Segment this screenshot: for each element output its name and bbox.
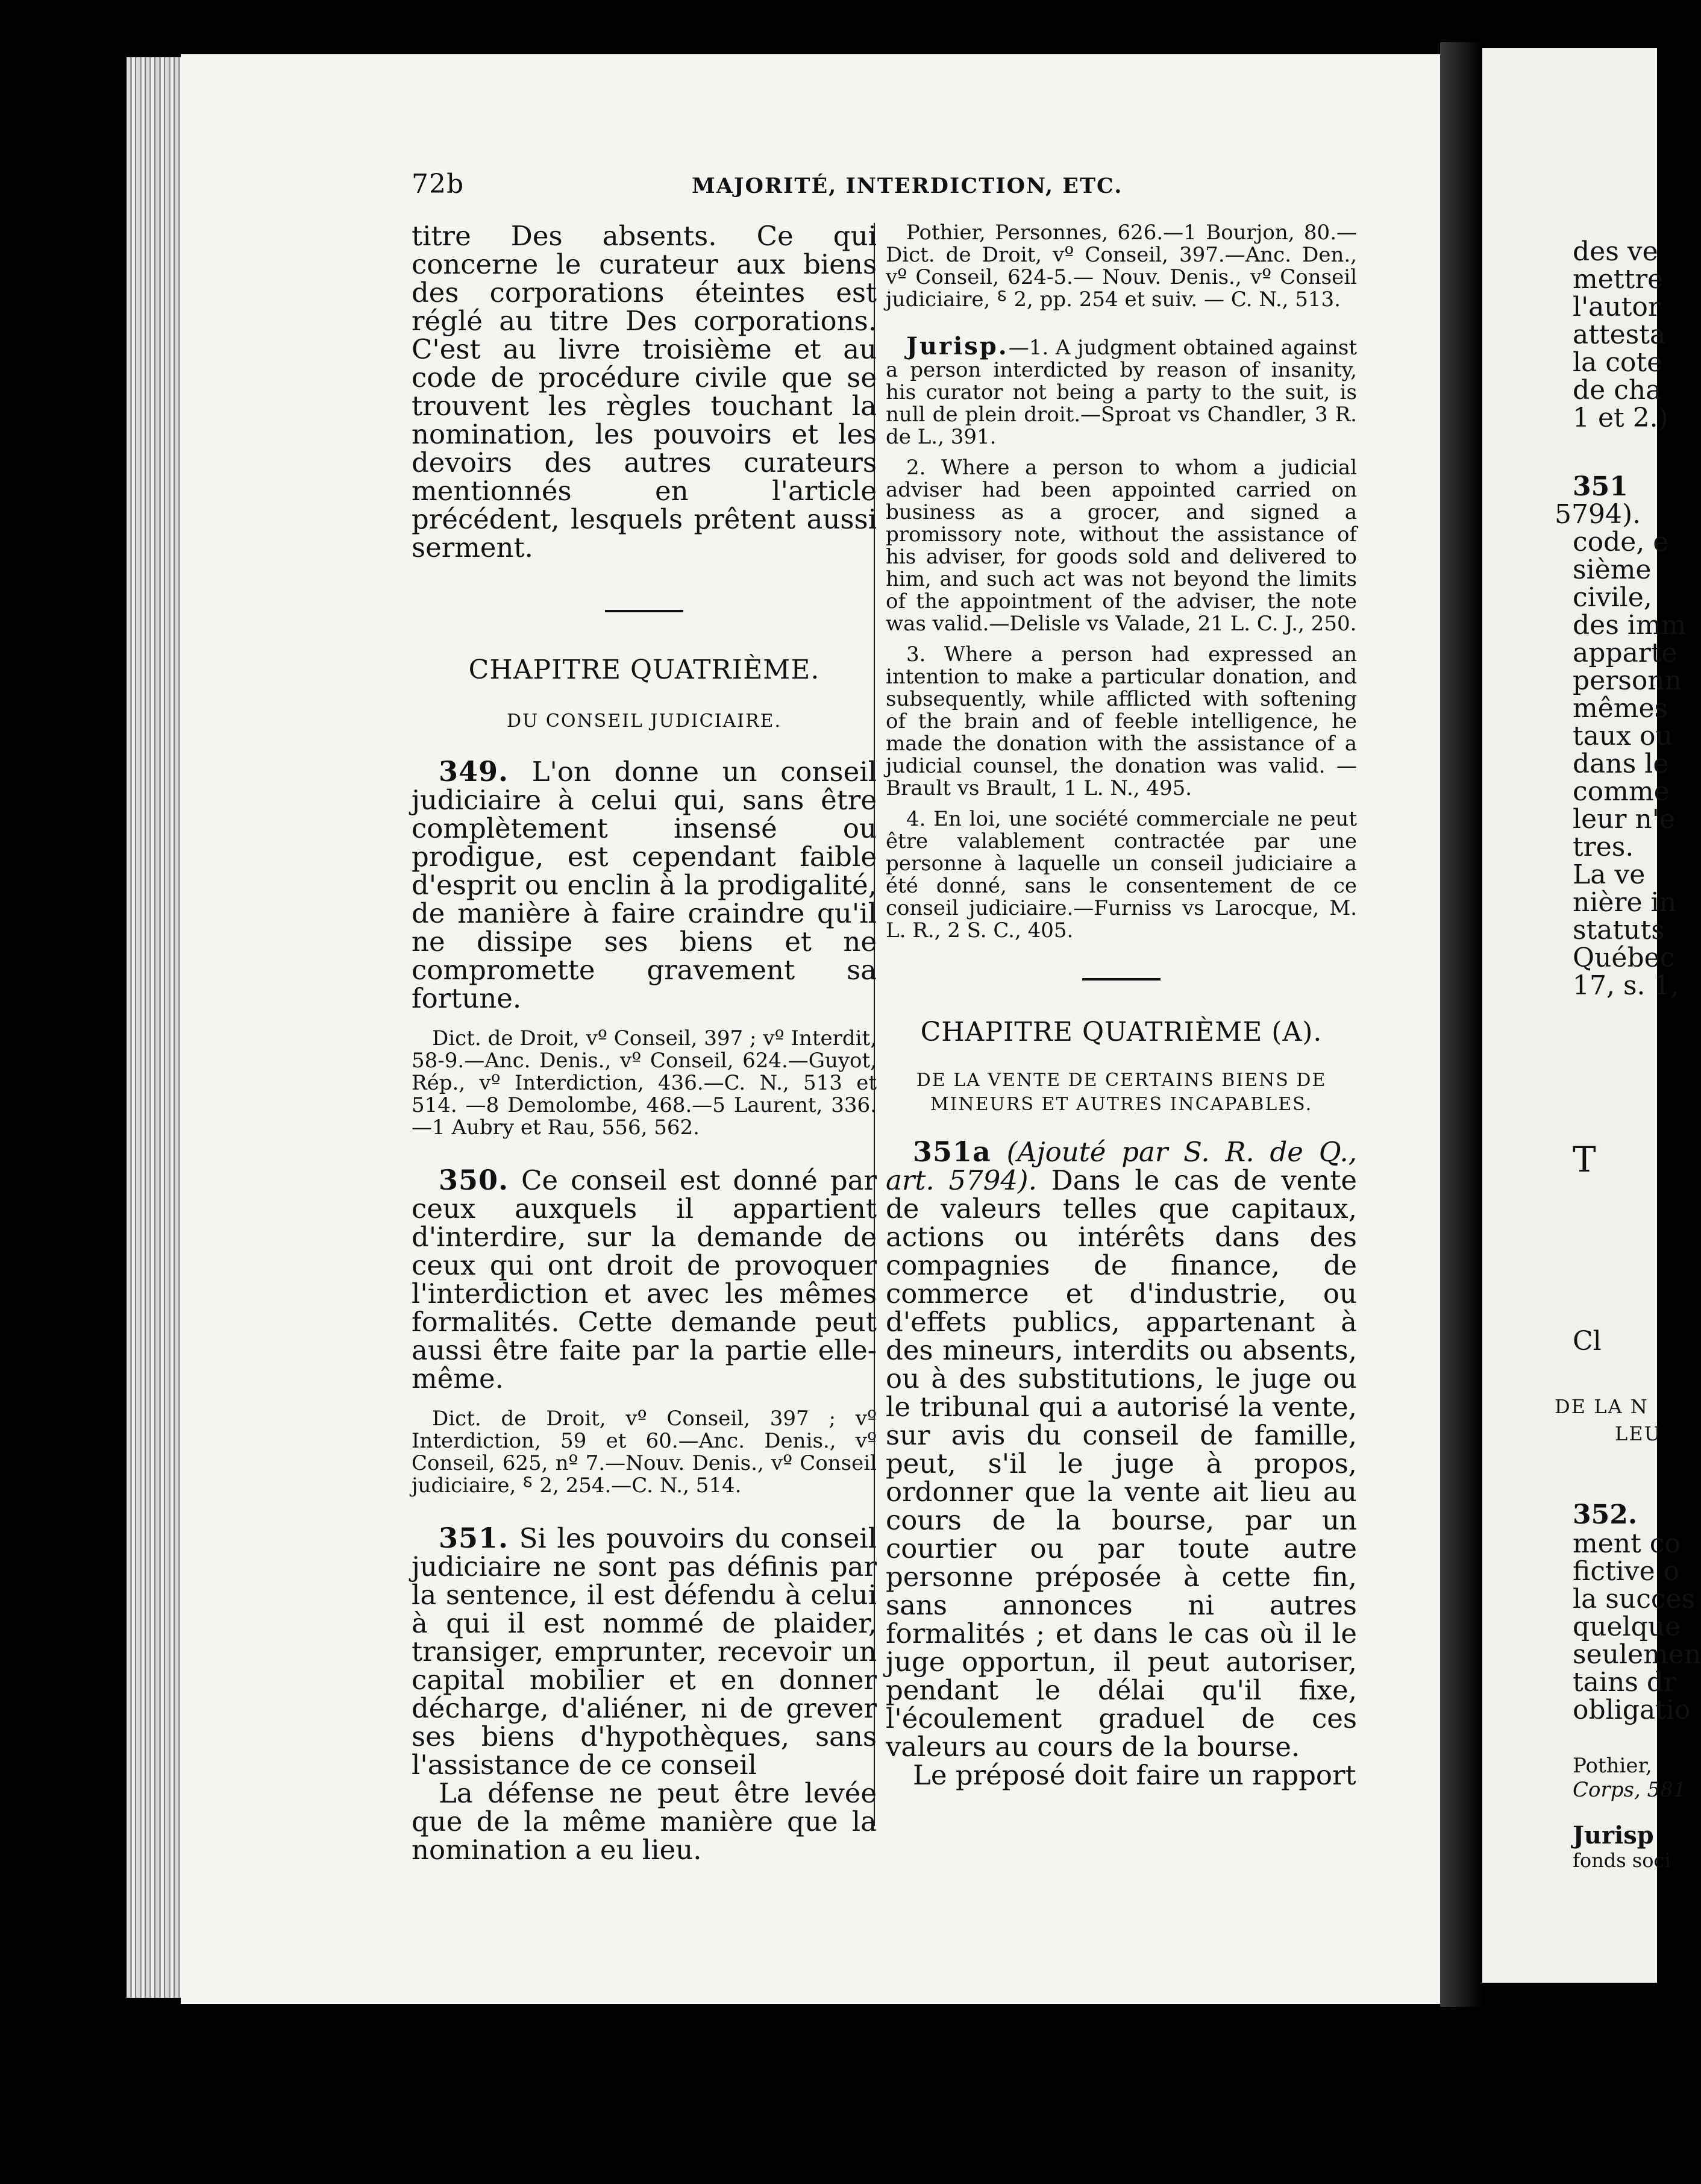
article-351-paragraph-2: La défense ne peut être levée que de la même manière que la nomination a eu lieu. [412, 1777, 877, 1866]
article-350-references: Dict. de Droit, vº Conseil, 397 ; vº Interdiction, 59 et 60.—Anc. Denis., vº Conseil, 625, nº 7.—Nouv. Denis., vº Conseil judiciaire, ⸹ 2, 254.—C. N., 514. [412, 1407, 877, 1498]
fragment: DE LA N [1555, 1395, 1649, 1418]
fragment: comme [1573, 776, 1670, 807]
fragment: T [1573, 1139, 1596, 1180]
fragment: des ve [1573, 236, 1658, 267]
left-column [412, 222, 877, 1864]
fragment: la cote [1573, 347, 1663, 378]
article-349-references: Dict. de Droit, vº Conseil, 397 ; vº Interdit, 58-9.—Anc. Denis., vº Conseil, 624.—Guyot, Rép., vº Interdiction, 436.—C. N., 513 et 514. —8 Demolombe, 468.—5 Laurent, 336.—1 Aubry et Rau, 556, 562. [412, 1026, 877, 1140]
references-top: Pothier, Personnes, 626.—1 Bourjon, 80.—Dict. de Droit, vº Conseil, 397.—Anc. Den., vº Conseil, 624-5.— Nouv. Denis., vº Conseil judiciaire, ⸹ 2, pp. 254 et suiv. — C. N., 513. [886, 221, 1357, 312]
next-page-edge [1482, 48, 1701, 1983]
article-350 [412, 1166, 877, 1393]
article-number: 350. [439, 1164, 509, 1196]
article-351a [886, 1135, 1357, 1763]
article-text: Ce conseil est donné par ceux auxquels il appartient d'interdire, sur la demande de ceux qui ont droit de provoquer l'interdiction et avec les mêmes formalités. Cette demande peut aussi être faite par la partie elle-même. [412, 1164, 877, 1395]
fragment: taux ou [1573, 721, 1673, 752]
fragment: fonds soci [1573, 1849, 1671, 1872]
right-column [886, 222, 1357, 1789]
chapter-title: CHAPITRE QUATRIÈME (A). [920, 1017, 1323, 1047]
gutter-shadow [1440, 42, 1482, 2007]
fragment: quelque [1573, 1611, 1681, 1642]
fragment: Pothier, [1573, 1754, 1652, 1778]
fragment: La ve [1573, 859, 1646, 890]
article-351a-paragraph-2: Le préposé doit faire un rapport [913, 1759, 1356, 1791]
article-number: 351a [913, 1135, 991, 1168]
fragment: ment co [1573, 1528, 1681, 1559]
jurisprudence-label: Jurisp. [906, 332, 1009, 360]
chapter-subtitle: DE LA VENTE DE CERTAINS BIENS DE MINEURS ET AUTRES INCAPABLES. [916, 1070, 1327, 1115]
fragment: de cha [1573, 375, 1662, 406]
article-349 [412, 755, 877, 1014]
fragment: nière in [1573, 887, 1676, 918]
article-number: 351. [439, 1522, 509, 1554]
jurisprudence-2: 2. Where a person to whom a judicial adviser had been appointed carried on business as a grocer, and signed a promissory note, without the assistance of his adviser, for goods sold and delivered to him, and such act was not beyond the limits of the appointment of the adviser, the note was valid.—Delisle vs Valade, 21 L. C. J., 250. [886, 456, 1357, 636]
fragment: seulemen [1573, 1639, 1701, 1670]
fragment: LEU [1615, 1422, 1662, 1445]
jurisprudence-1 [886, 332, 1357, 449]
fragment: attesta [1573, 319, 1666, 350]
running-title: MAJORITÉ, INTERDICTION, ETC. [692, 174, 1123, 198]
fragment: 351 [1573, 471, 1628, 502]
fragment: code, e [1573, 527, 1669, 557]
fragment: personn [1573, 665, 1682, 696]
fragment: obligatio [1573, 1695, 1691, 1725]
intro-paragraph: titre Des absents. Ce qui concerne le curateur aux biens des corporations éteintes est réglé au titre Des corporations. C'est au livre troisième et au code de procédure civile que se trouvent les règles touchant la nomination, les pouvoirs et les devoirs des autres curateurs mentionnés en l'article précédent, lesquels prêtent aussi serment. [412, 220, 877, 563]
chapter-subtitle: DU CONSEIL JUDICIAIRE. [507, 711, 782, 732]
article-text: Si les pouvoirs du conseil judiciaire ne sont pas définis par la sentence, il est défendu à celui à qui il est nommé de plaider, transiger, emprunter, recevoir un capital mobilier et en donner décharge, d'aliéner, ni de grever ses biens d'hypothèques, sans l'assistance de ce conseil [412, 1522, 877, 1781]
fragment: mêmes [1573, 693, 1668, 724]
fragment: mettre [1573, 264, 1664, 295]
fragment: Corps, 581 [1573, 1778, 1687, 1802]
fragment: sième [1573, 554, 1652, 585]
fragment: Cl [1573, 1326, 1602, 1357]
fragment: 17, s. 1, [1573, 970, 1679, 1001]
fragment: 1 et 2.) [1573, 403, 1668, 433]
fragment: la succes [1573, 1584, 1696, 1614]
fragment: statuts [1573, 915, 1665, 946]
chapter-title: CHAPITRE QUATRIÈME. [468, 654, 820, 685]
article-text: Dans le cas de vente de valeurs telles que capitaux, actions ou intérêts dans des compagnies de finance, de commerce et d'industrie, ou d'effets publics, appartenant à des mineurs, interdits ou absents, ou à des substitutions, le juge ou le tribunal qui a autorisé la vente, sur avis du conseil de famille, peut, s'il le juge à propos, ordonner que la vente ait lieu au cours de la bourse, par un courtier ou par toute autre personne préposée à cette fin, sans annonces ni autres formalités ; et dans le cas où il le juge opportun, il peut autoriser, pendant le délai qu'il fixe, l'écoulement graduel de ces valeurs au cours de la bourse. [886, 1164, 1357, 1763]
fragment: fictive o [1573, 1556, 1680, 1587]
fragment: tres. [1573, 832, 1634, 862]
article-text: L'on donne un conseil judiciaire à celui qui, sans être complètement insensé ou prodigue, est cependant faible d'esprit ou enclin à la prodigalité, de manière à faire craindre qu'il ne dissipe ses biens et ne compromette gravement sa fortune. [412, 756, 877, 1014]
fragment: civile, [1573, 582, 1652, 613]
article-note: (Ajouté par S. R. de Q., art. 5794). [886, 1136, 1357, 1196]
page-number: 72b [412, 169, 465, 199]
fragment: des imm [1573, 610, 1687, 641]
article-number: 349. [439, 755, 509, 788]
fragment: 352. [1573, 1499, 1638, 1530]
fragment: Québec [1573, 943, 1675, 973]
jurisprudence-text: —1. A judgment obtained against a person interdicted by reason of insanity, his curator not being a party to the suit, is null de plein droit.—Sproat vs Chandler, 3 R. de L., 391. [886, 336, 1357, 449]
jurisprudence-3: 3. Where a person had expressed an intention to make a particular donation, and subsequently, while afflicted with softening of the brain and of feeble intelligence, he made the donation with the assistance of a judicial counsel, the donation was valid. —Brault vs Brault, 1 L. N., 495. [886, 642, 1357, 800]
fragment: 5794). [1555, 499, 1641, 530]
article-351 [412, 1524, 877, 1779]
fragment: tains dr [1573, 1667, 1677, 1698]
fragment: apparte [1573, 638, 1678, 668]
fragment: leur n'e [1573, 804, 1675, 835]
fragment: l'autor [1573, 292, 1661, 322]
jurisprudence-4: 4. En loi, une société commerciale ne peut être valablement contractée par une personne à laquelle un conseil judiciaire a été donné, sans le consentement de ce conseil judiciaire.—Furniss vs Larocque, M. L. R., 2 S. C., 405. [886, 807, 1357, 943]
fragment: Jurisp [1573, 1821, 1654, 1850]
fragment: dans le [1573, 748, 1669, 779]
